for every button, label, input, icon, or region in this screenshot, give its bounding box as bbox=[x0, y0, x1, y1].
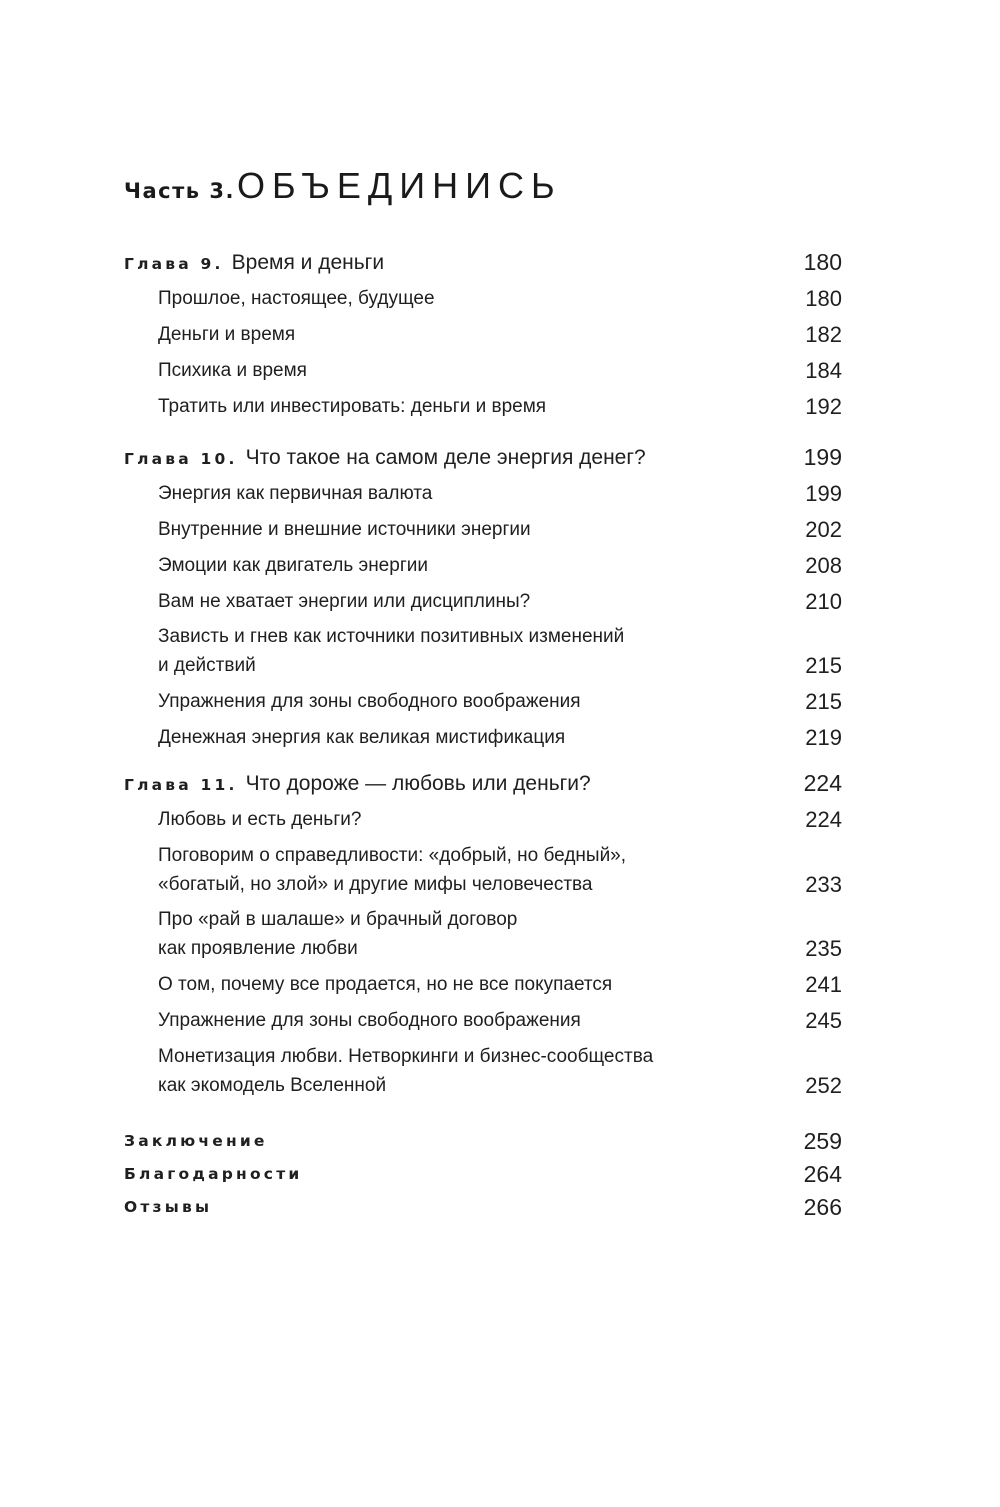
section-title-line-2: «богатый, но злой» и другие мифы человечества bbox=[158, 874, 593, 895]
page-number: 192 bbox=[805, 394, 842, 419]
page-number: 259 bbox=[803, 1128, 842, 1154]
page-number: 266 bbox=[803, 1194, 842, 1220]
page-number: 241 bbox=[805, 972, 842, 997]
section-title: Денежная энергия как великая мистификация bbox=[158, 727, 566, 748]
chapter-title: Что дороже — любовь или деньги? bbox=[245, 772, 591, 795]
chapter-title: Что такое на самом деле энергия денег? bbox=[245, 446, 646, 469]
section-title: Упражнение для зоны свободного воображения bbox=[158, 1010, 581, 1031]
section-title: О том, почему все продается, но не все покупается bbox=[158, 974, 613, 995]
chapter-label: Глава 10. bbox=[124, 450, 238, 468]
part-heading bbox=[124, 165, 562, 206]
page-number: 202 bbox=[805, 517, 842, 542]
page-number: 224 bbox=[803, 770, 842, 796]
page-number: 199 bbox=[803, 444, 842, 470]
section-title-line-1: Зависть и гнев как источники позитивных изменений bbox=[158, 626, 625, 647]
section-title: Деньги и время bbox=[158, 324, 296, 345]
section-title-line-2: как проявление любви bbox=[158, 938, 358, 959]
page-number: 184 bbox=[805, 358, 842, 383]
page-number: 215 bbox=[805, 653, 842, 678]
page-number: 215 bbox=[805, 689, 842, 714]
section-title-line-1: Про «рай в шалаше» и брачный договор bbox=[158, 909, 518, 930]
part-label: Часть 3. bbox=[124, 179, 235, 203]
backmatter-title: Отзывы bbox=[124, 1198, 213, 1216]
page-number: 252 bbox=[805, 1073, 842, 1098]
chapter-label: Глава 11. bbox=[124, 776, 238, 794]
part-title: ОБЪЕДИНИСЬ bbox=[236, 165, 562, 206]
page-number: 199 bbox=[805, 481, 842, 506]
page-number: 180 bbox=[803, 249, 842, 275]
page-number: 210 bbox=[805, 589, 842, 614]
section-title: Упражнения для зоны свободного воображения bbox=[158, 691, 581, 712]
backmatter-title: Благодарности bbox=[124, 1165, 303, 1183]
section-title: Прошлое, настоящее, будущее bbox=[158, 288, 435, 309]
page-number: 224 bbox=[805, 807, 842, 832]
page-number: 180 bbox=[805, 286, 842, 311]
page-number: 182 bbox=[805, 322, 842, 347]
backmatter-title: Заключение bbox=[124, 1132, 268, 1150]
page-number: 245 bbox=[805, 1008, 842, 1033]
section-title-line-1: Монетизация любви. Нетворкинги и бизнес-сообщества bbox=[158, 1046, 654, 1067]
section-title: Любовь и есть деньги? bbox=[158, 809, 362, 830]
section-title: Вам не хватает энергии или дисциплины? bbox=[158, 591, 531, 612]
page-number: 235 bbox=[805, 936, 842, 961]
section-title: Энергия как первичная валюта bbox=[158, 483, 433, 504]
section-title: Психика и время bbox=[158, 360, 307, 381]
section-title: Эмоции как двигатель энергии bbox=[158, 555, 428, 576]
section-title-line-2: как экомодель Вселенной bbox=[158, 1075, 387, 1096]
chapter-label: Глава 9. bbox=[124, 255, 224, 273]
chapter-title: Время и деньги bbox=[231, 251, 385, 274]
page-number: 264 bbox=[803, 1161, 842, 1187]
page-number: 219 bbox=[805, 725, 842, 750]
section-title: Внутренние и внешние источники энергии bbox=[158, 519, 531, 540]
page-number: 233 bbox=[805, 872, 842, 897]
section-title-line-2: и действий bbox=[158, 655, 256, 676]
page-number: 208 bbox=[805, 553, 842, 578]
section-title: Тратить или инвестировать: деньги и время bbox=[158, 396, 547, 417]
section-title-line-1: Поговорим о справедливости: «добрый, но бедный», bbox=[158, 845, 627, 866]
